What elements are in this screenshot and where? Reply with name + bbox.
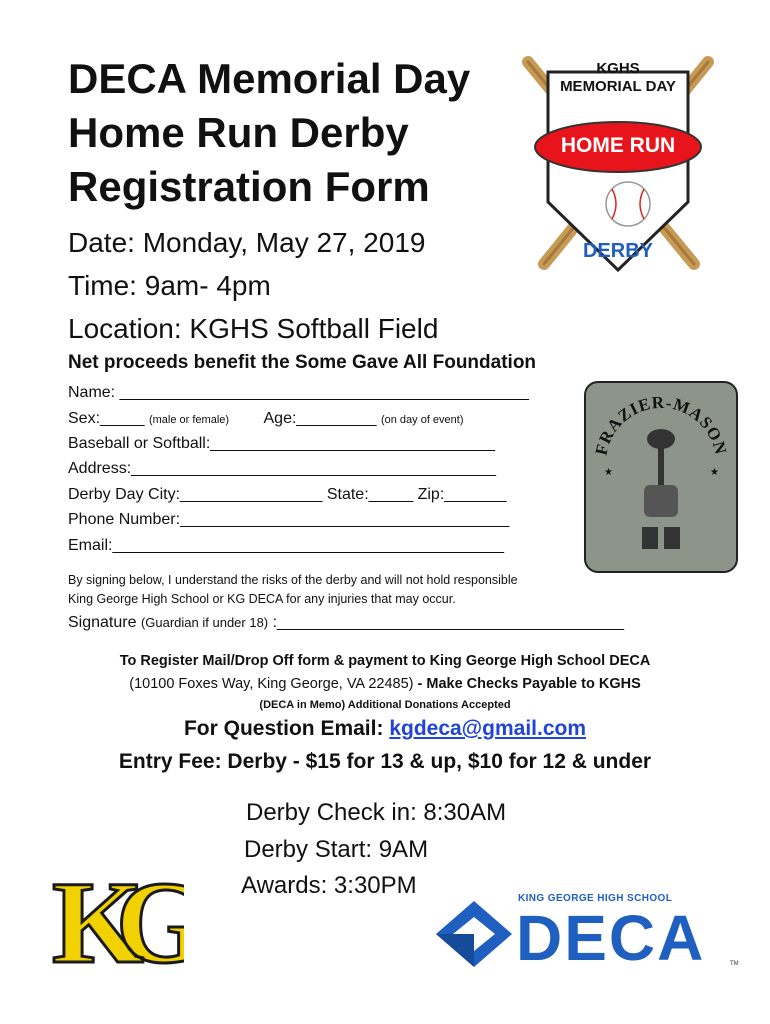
- phone-field[interactable]: Phone Number:_____________________________________: [68, 511, 510, 528]
- benefit-statement: Net proceeds benefit the Some Gave All Foundation: [68, 352, 537, 373]
- signature-row: [68, 614, 624, 632]
- deca-wordmark: DECA: [516, 902, 706, 974]
- contact-line: [0, 717, 770, 741]
- signature-label: Signature: [68, 614, 137, 631]
- register-instructions: To Register Mail/Drop Off form & payment to King George High School DECA: [119, 653, 651, 669]
- logo-top-text: [508, 60, 728, 96]
- logo-memorial-day: MEMORIAL DAY: [560, 78, 676, 95]
- sex-field[interactable]: Sex:_____: [68, 410, 145, 427]
- address-field[interactable]: Address:_________________________________________: [68, 460, 496, 477]
- logo-banner: HOME RUN: [560, 134, 676, 157]
- deca-school-name: KING GEORGE HIGH SCHOOL: [518, 893, 673, 904]
- title-line-3: Registration Form: [68, 163, 430, 210]
- email-field[interactable]: Email:____________________________________________: [68, 537, 504, 554]
- waiver-line-2: King George High School or KG DECA for any injuries that may occur.: [68, 592, 456, 606]
- logo-kghs: KGHS: [596, 60, 640, 77]
- entry-fee: Entry Fee: Derby - $15 for 13 & up, $10 for 12 & under: [118, 750, 652, 773]
- sex-age-row: [68, 409, 464, 430]
- age-field[interactable]: Age:_________: [263, 410, 377, 427]
- deca-diamond-icon: [434, 899, 514, 969]
- signature-note: (Guardian if under 18): [140, 615, 269, 630]
- register-address: [0, 676, 770, 692]
- signature-line[interactable]: :_______________________________________: [272, 614, 625, 631]
- logo-derby: DERBY: [582, 240, 653, 262]
- frazier-mason-badge: [584, 381, 738, 573]
- badge-text: FRAZIER-MASON: [591, 392, 731, 457]
- memo-note: (DECA in Memo) Additional Donations Accepted: [259, 699, 511, 711]
- sex-note: (male or female): [148, 414, 230, 426]
- event-location: Location: KGHS Softball Field: [68, 313, 439, 344]
- title-line-1: DECA Memorial Day: [68, 55, 471, 102]
- city-state-zip-field[interactable]: Derby Day City:________________ State:_____ Zip:_______: [68, 486, 507, 503]
- title-line-2: Home Run Derby: [68, 109, 409, 156]
- deca-trademark: TM: [730, 961, 739, 967]
- derby-start: Derby Start: 9AM: [244, 836, 429, 863]
- event-time: Time: 9am- 4pm: [68, 270, 271, 301]
- mailing-address: (10100 Foxes Way, King George, VA 22485): [129, 676, 414, 692]
- sport-field[interactable]: Baseball or Softball:________________________________: [68, 435, 496, 452]
- deca-logo: [434, 889, 744, 981]
- event-date: Date: Monday, May 27, 2019: [68, 227, 426, 258]
- page-title: [68, 52, 470, 214]
- svg-text:★: ★: [710, 467, 719, 478]
- awards-time: Awards: 3:30PM: [241, 872, 417, 899]
- contact-label: For Question Email:: [183, 717, 390, 740]
- contact-email-link[interactable]: kgdeca@gmail.com: [389, 717, 587, 740]
- waiver-text: [68, 571, 518, 609]
- derby-check-in: Derby Check in: 8:30AM: [246, 799, 507, 826]
- kg-logo: [48, 852, 184, 976]
- kg-monogram: KG: [52, 857, 180, 976]
- name-field[interactable]: Name: ______________________________________________: [68, 384, 529, 401]
- waiver-line-1: By signing below, I understand the risks of the derby and will not hold responsible: [68, 573, 518, 587]
- checks-payable: - Make Checks Payable to KGHS: [413, 676, 641, 692]
- home-run-derby-logo: [508, 52, 728, 282]
- svg-text:★: ★: [604, 467, 613, 478]
- age-note: (on day of event): [380, 414, 464, 426]
